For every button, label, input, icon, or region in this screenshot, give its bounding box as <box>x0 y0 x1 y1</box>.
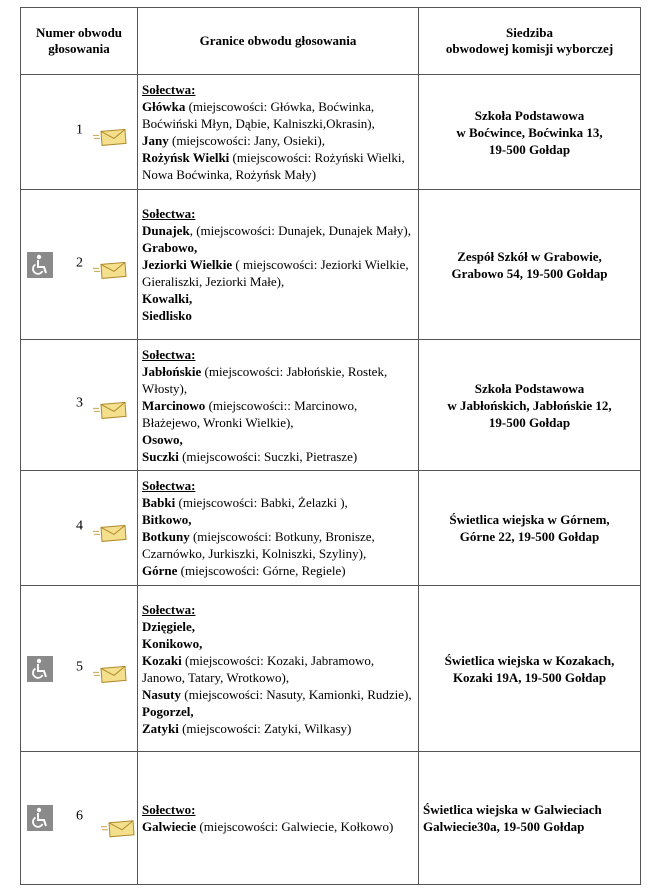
solectwo-entry <box>142 307 414 324</box>
solectwa-heading: Sołectwa: <box>142 82 196 97</box>
localities-list: (miejscowości: Jabłońskie, Rostek, Włosty), <box>142 363 388 396</box>
district-number: 4 <box>76 518 83 534</box>
district-bounds-cell <box>138 586 419 752</box>
district-number-cell <box>21 75 138 190</box>
localities-list: (miejscowości: Kozaki, Jabramowo, Janowo, Tatary, Wrotkowo), <box>142 652 375 685</box>
seat-address-line: Świetlica wiejska w Kozakach, <box>444 652 615 668</box>
solectwo-entry <box>142 652 414 686</box>
district-number: 6 <box>76 808 83 824</box>
solectwo-entry <box>142 720 414 737</box>
seat-address-line: 19-500 Gołdap <box>488 414 571 430</box>
solectwo-name: Dunajek <box>142 223 190 238</box>
solectwo-name: Jeziorki Wielkie <box>142 257 233 272</box>
seat-address-line: Szkoła Podstawowa <box>474 107 585 123</box>
solectwo-entry <box>142 239 414 256</box>
district-bounds-cell <box>138 471 419 586</box>
wheelchair-icon <box>27 252 53 278</box>
table-row <box>21 586 641 752</box>
envelope-icon <box>93 261 127 279</box>
solectwo-name: Bitkowo, <box>142 512 192 527</box>
commission-seat-cell <box>419 586 641 752</box>
solectwo-entry <box>142 431 414 448</box>
seat-address-line: w Jabłońskich, Jabłońskie 12, <box>447 397 612 413</box>
seat-address-line: w Boćwince, Boćwinka 13, <box>456 124 603 140</box>
solectwa-heading: Sołectwa: <box>142 346 196 362</box>
envelope-icon <box>93 401 127 419</box>
solectwo-name: Botkuny <box>142 529 190 544</box>
header-district-number: Numer obwodu głosowania <box>21 8 138 75</box>
district-number: 2 <box>76 254 83 270</box>
solectwo-entry <box>142 397 414 431</box>
district-bounds-cell <box>138 340 419 471</box>
solectwo-name: Siedlisko <box>142 308 192 323</box>
commission-seat-cell <box>419 190 641 340</box>
commission-seat-cell <box>419 340 641 471</box>
table-row <box>21 752 641 885</box>
solectwo-name: Rożyńsk Wielki <box>142 150 230 165</box>
solectwo-name: Kowalki, <box>142 291 193 306</box>
seat-address-line: Górne 22, 19-500 Gołdap <box>459 529 600 544</box>
table-row <box>21 75 641 190</box>
solectwo-entry <box>142 635 414 652</box>
envelope-icon <box>93 524 127 542</box>
commission-seat-cell <box>419 752 641 885</box>
district-number: 1 <box>76 122 83 138</box>
solectwo-name: Grabowo, <box>142 240 198 255</box>
solectwo-name: Babki <box>142 495 176 510</box>
solectwa-heading: Sołectwo: <box>142 802 196 817</box>
solectwo-name: Główka <box>142 99 186 114</box>
localities-list: (miejscowości: Babki, Żelazki ), <box>175 495 348 510</box>
solectwo-entry <box>142 528 414 562</box>
localities-list: (miejscowości: Galwiecie, Kołkowo) <box>196 819 394 834</box>
localities-list: (miejscowości: Botkuny, Bronisze, Czarnówko, Jurkiszki, Kolniszki, Szyliny), <box>142 529 375 561</box>
localities-list: (miejscowości: Rożyński Wielki, Nowa Boćwinka, Rożyńsk Mały) <box>142 150 405 182</box>
seat-address-line: Świetlica wiejska w Górnem, <box>449 512 610 527</box>
envelope-icon <box>93 665 127 683</box>
header-commission-seat: Siedziba obwodowej komisji wyborczej <box>419 8 641 75</box>
district-number-cell <box>21 190 138 340</box>
solectwo-entry <box>142 818 414 835</box>
solectwo-entry <box>142 222 414 239</box>
solectwa-heading: Sołectwa: <box>142 601 196 617</box>
district-number-cell <box>21 586 138 752</box>
solectwo-name: Zatyki <box>142 720 179 736</box>
solectwo-entry <box>142 98 414 132</box>
solectwa-heading: Sołectwa: <box>142 478 196 493</box>
solectwo-name: Galwiecie <box>142 819 197 834</box>
solectwo-entry <box>142 686 414 703</box>
district-bounds-cell <box>138 190 419 340</box>
solectwo-entry <box>142 703 414 720</box>
localities-list: (miejscowości: Nasuty, Kamionki, Rudzie), <box>181 686 412 702</box>
solectwo-name: Suczki <box>142 448 179 464</box>
localities-list: (miejscowości: Zatyki, Wilkasy) <box>178 720 352 736</box>
district-number-cell <box>21 752 138 885</box>
district-number-cell <box>21 340 138 471</box>
seat-address-line: Kozaki 19A, 19-500 Gołdap <box>452 669 607 685</box>
localities-list: (miejscowości:: Marcinowo, Błażejewo, Wronki Wielkie), <box>142 397 358 430</box>
wheelchair-icon <box>27 656 53 682</box>
table-row <box>21 471 641 586</box>
seat-address-line: Świetlica wiejska w Galwieciach <box>423 802 602 817</box>
solectwo-name: Osowo, <box>142 431 183 447</box>
district-number: 5 <box>76 658 83 674</box>
solectwo-entry <box>142 290 414 307</box>
solectwo-entry <box>142 132 414 149</box>
solectwo-name: Jabłońskie <box>142 363 202 379</box>
table-row <box>21 340 641 471</box>
solectwo-entry <box>142 618 414 635</box>
seat-address-line: Zespół Szkół w Grabowie, <box>457 248 602 264</box>
solectwo-entry <box>142 363 414 397</box>
district-bounds-cell <box>138 752 419 885</box>
localities-list: , (miejscowości: Dunajek, Dunajek Mały), <box>189 223 411 238</box>
solectwo-name: Kozaki <box>142 652 182 668</box>
localities-list: (miejscowości: Górne, Regiele) <box>177 563 346 578</box>
solectwo-name: Nasuty <box>142 686 182 702</box>
solectwo-entry <box>142 149 414 183</box>
commission-seat-cell <box>419 471 641 586</box>
envelope-icon <box>101 820 135 838</box>
wheelchair-icon <box>27 805 53 831</box>
localities-list: (miejscowości: Jany, Osieki), <box>168 133 325 148</box>
header-district-bounds: Granice obwodu głosowania <box>138 8 419 75</box>
envelope-icon <box>93 128 127 146</box>
district-number-cell <box>21 471 138 586</box>
table-row <box>21 190 641 340</box>
commission-seat-cell <box>419 75 641 190</box>
solectwo-entry <box>142 562 414 579</box>
solectwo-name: Dzięgiele, <box>142 618 196 634</box>
seat-address-line: Szkoła Podstawowa <box>474 380 585 396</box>
table-header-row <box>21 8 641 75</box>
solectwo-entry <box>142 448 414 465</box>
solectwo-name: Pogorzel, <box>142 703 194 719</box>
solectwo-name: Górne <box>142 563 178 578</box>
solectwo-entry <box>142 256 414 290</box>
localities-list: (miejscowości: Główka, Boćwinka, Boćwiński Młyn, Dąbie, Kalniszki,Okrasin), <box>142 99 375 131</box>
solectwa-heading: Sołectwa: <box>142 206 196 221</box>
seat-address-line: 19-500 Gołdap <box>488 141 571 157</box>
localities-list: ( miejscowości: Jeziorki Wielkie, Gieraliszki, Jeziorki Małe), <box>142 257 409 289</box>
solectwo-entry <box>142 494 414 511</box>
localities-list: (miejscowości: Suczki, Pietrasze) <box>178 448 358 464</box>
solectwo-entry <box>142 511 414 528</box>
district-bounds-cell <box>138 75 419 190</box>
district-number: 3 <box>76 395 83 411</box>
solectwo-name: Jany <box>142 133 169 148</box>
seat-address-line: Grabowo 54, 19-500 Gołdap <box>451 265 608 281</box>
solectwo-name: Konikowo, <box>142 635 203 651</box>
solectwo-name: Marcinowo <box>142 397 206 413</box>
seat-address-line: Galwiecie30a, 19-500 Gołdap <box>423 819 585 834</box>
districts-table <box>20 7 641 885</box>
